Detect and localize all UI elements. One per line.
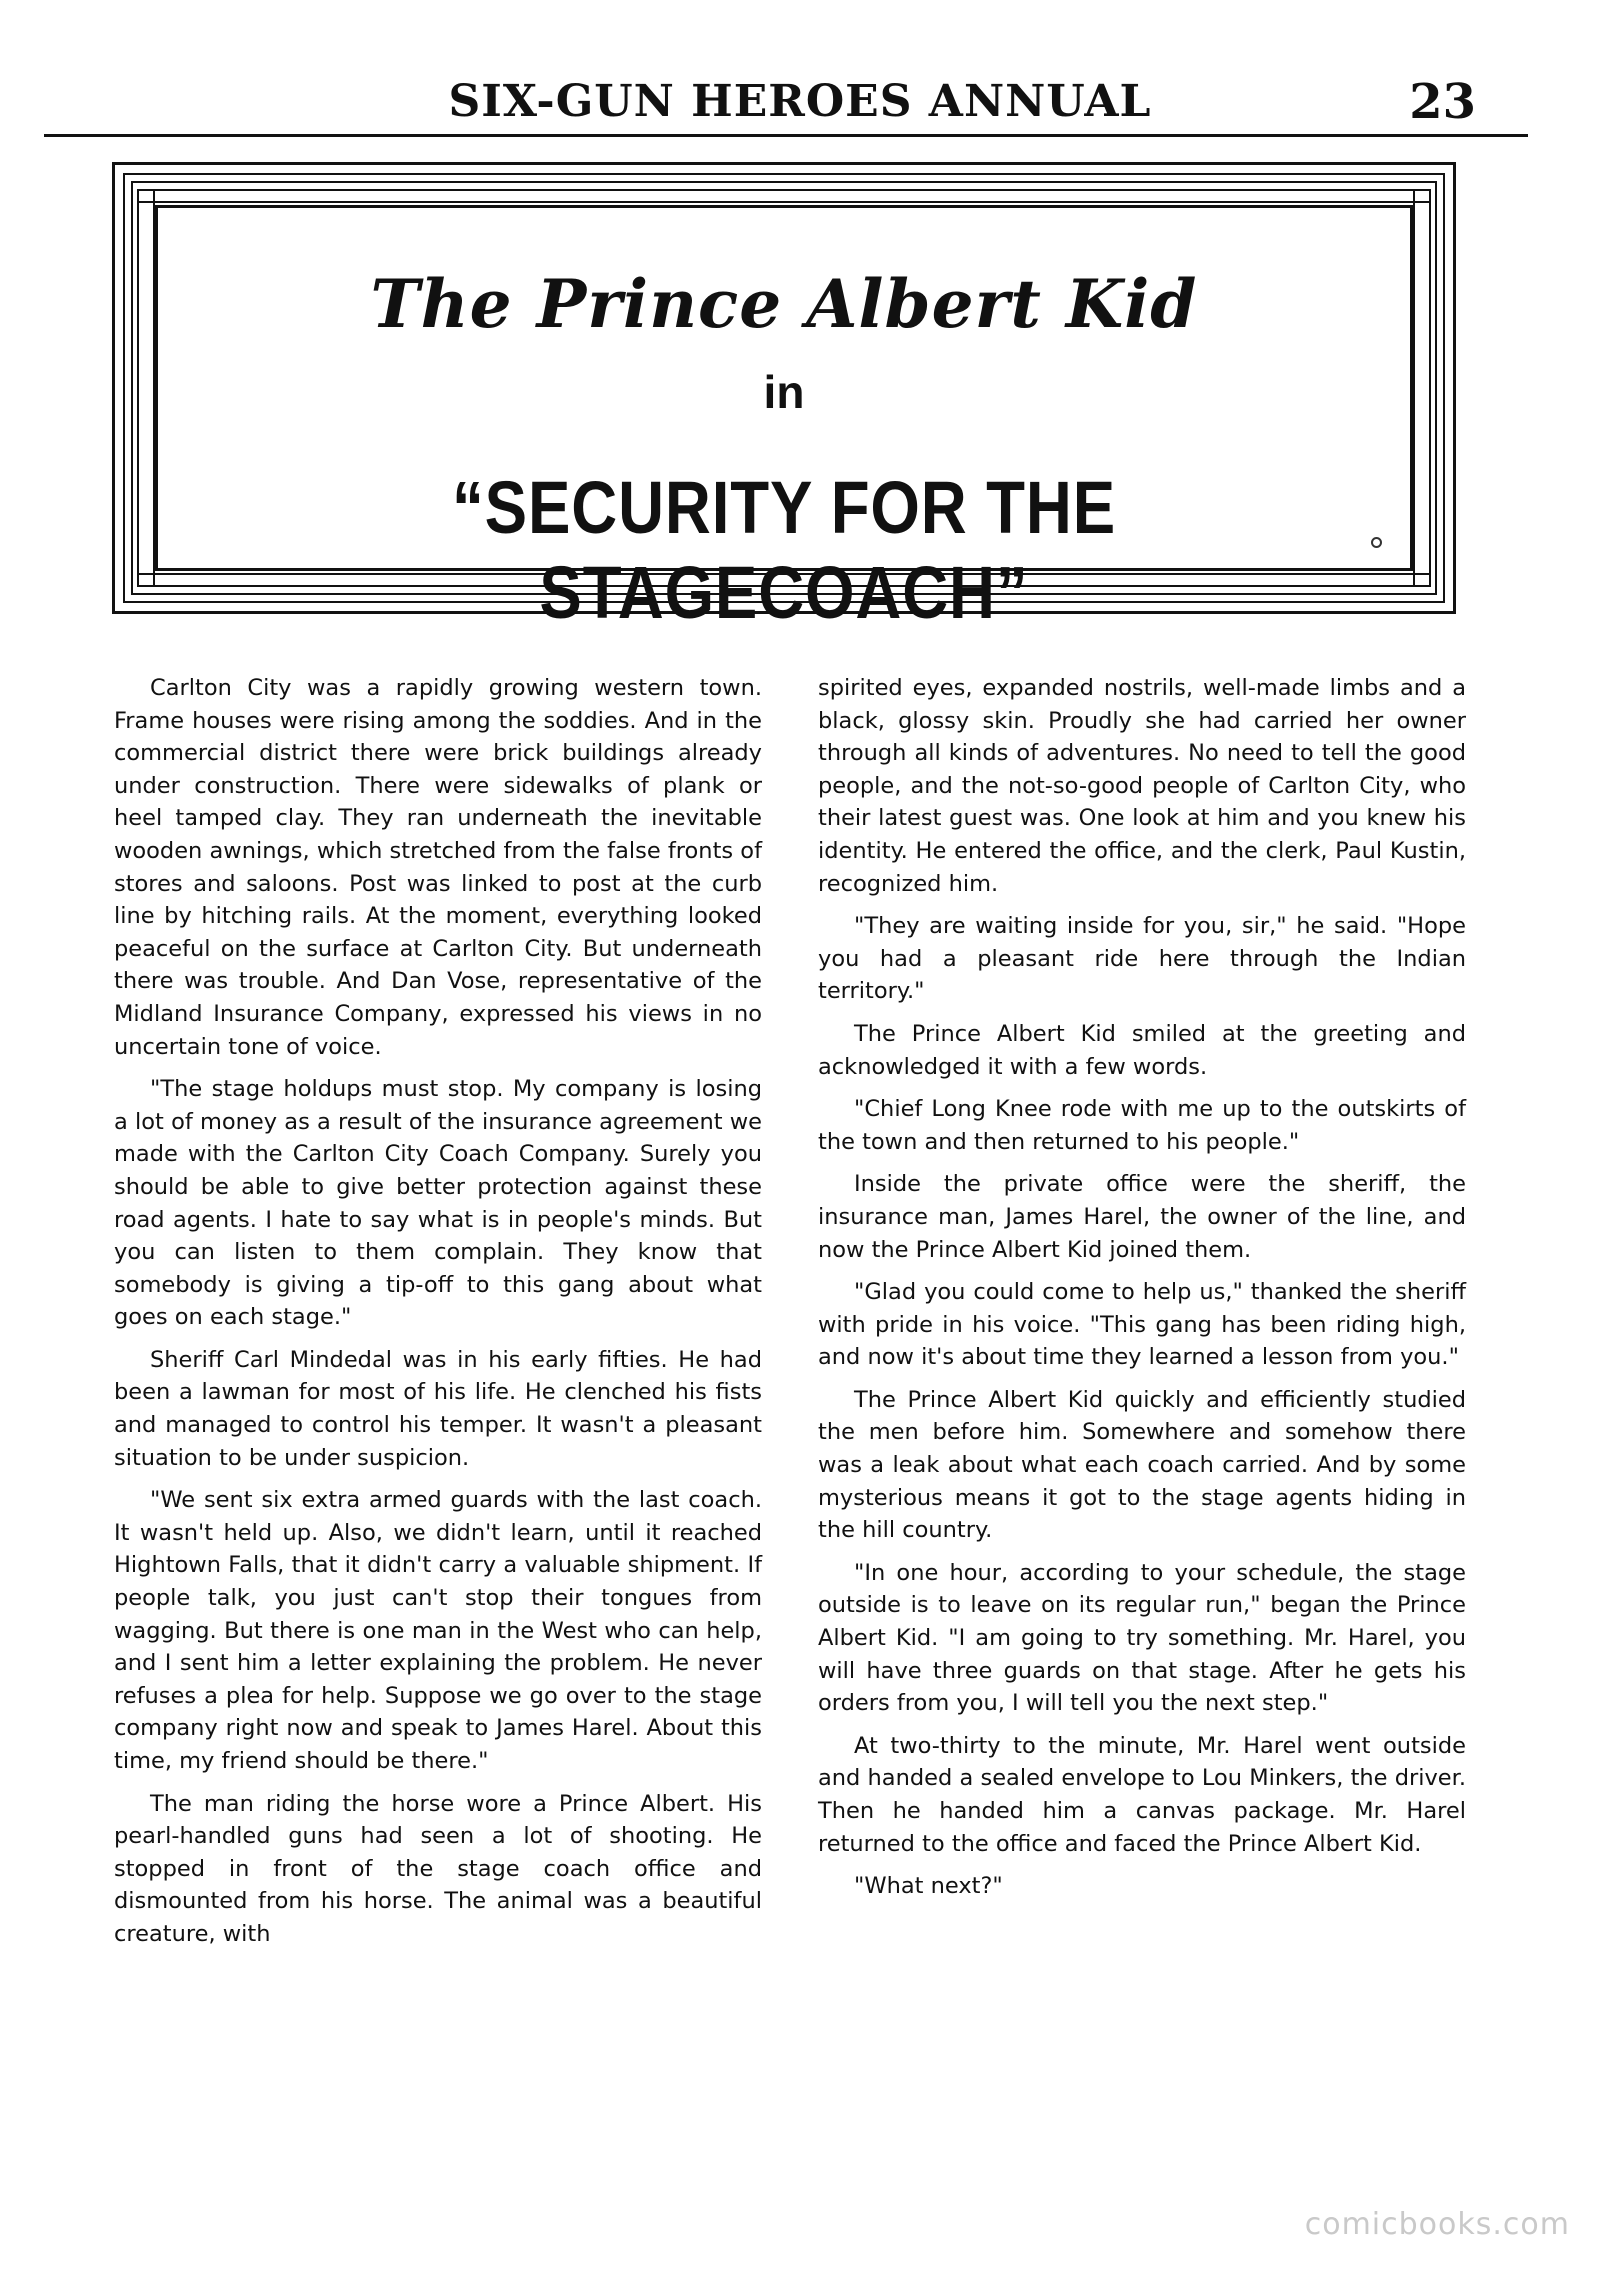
- paragraph: spirited eyes, expanded nostrils, well-made limbs and a black, glossy skin. Proudly she had carried her owner through all kinds of adventures. No need to tell the good people, and the not-so-good people of Carlton City, who their latest guest was. One look at him and you knew his identity. He entered the office, and the clerk, Paul Kustin, recognized him.: [818, 675, 1466, 897]
- paragraph: Carlton City was a rapidly growing western town. Frame houses were rising among the soddies. And in the commercial district there were brick buildings already under construction. There were sidewalks of plank or heel tamped clay. They ran underneath the inevitable wooden awnings, which stretched from the false fronts of stores and saloons. Post was linked to post at the curb line by hitching rails. At the moment, everything looked peaceful on the surface at Carlton City. But underneath there was trouble. And Dan Vose, representative of the Midland Insurance Company, expressed his views in no uncertain tone of voice.: [114, 675, 762, 1060]
- frame-dot: [1371, 537, 1382, 548]
- paragraph: At two-thirty to the minute, Mr. Harel went outside and handed a sealed envelope to Lou Minkers, the driver. Then he handed him a canvas package. Mr. Harel returned to the office and faced the Prince Albert Kid.: [818, 1732, 1466, 1857]
- paragraph: "What next?": [854, 1873, 1003, 1900]
- running-title: SIX-GUN HEROES ANNUAL: [448, 76, 1152, 127]
- header-rule: [44, 134, 1528, 137]
- left-column: [114, 672, 762, 1961]
- feature-subtitle: “SECURITY FOR THE STAGECOACH”: [451, 466, 1117, 634]
- right-column: [818, 672, 1466, 1913]
- running-head: [0, 72, 1600, 132]
- paragraph: "In one hour, according to your schedule, the stage outside is to leave on its regular run," began the Prince Albert Kid. "I am going to try something. Mr. Harel, you will have three guards on that stage. After he gets his orders from you, I will tell you the next step.": [818, 1559, 1466, 1717]
- paragraph: Inside the private office were the sheriff, the insurance man, James Harel, the owner of the line, and now the Prince Albert Kid joined them.: [818, 1171, 1466, 1263]
- frame-rules-top: [139, 189, 1429, 203]
- paragraph: "We sent six extra armed guards with the last coach. It wasn't held up. Also, we didn't learn, until it reached Hightown Falls, that it didn't carry a valuable shipment. If people talk, you just can't stop their tongues from wagging. But there is one man in the West who can help, and I sent him a letter explaining the problem. He never refuses a plea for help. Suppose we go over to the stage company right now and speak to James Harel. About this time, my friend should be there.": [114, 1487, 762, 1774]
- feature-title: The Prince Albert Kid: [370, 265, 1198, 343]
- page-number: 23: [1409, 74, 1476, 130]
- paragraph: "Glad you could come to help us," thanked the sheriff with pride in his voice. "This gang has been riding high, and now it's about time they learned a lesson from you.": [818, 1279, 1466, 1371]
- paragraph: The Prince Albert Kid quickly and efficiently studied the men before him. Somewhere and somehow there was a leak about what each coach carried. And by some mysterious means it got to the stage agents hiding in the hill country.: [818, 1386, 1466, 1544]
- paragraph: "They are waiting inside for you, sir," he said. "Hope you had a pleasant ride here through the Indian territory.": [818, 913, 1466, 1005]
- title-frame: [112, 162, 1456, 634]
- paragraph: Sheriff Carl Mindedal was in his early fifties. He had been a lawman for most of his life. He clenched his fists and managed to control his temper. It wasn't a pleasant situation to be under suspicion.: [114, 1346, 762, 1471]
- paragraph: "Chief Long Knee rode with me up to the outskirts of the town and then returned to his people.": [818, 1096, 1466, 1155]
- paragraph: "The stage holdups must stop. My company is losing a lot of money as a result of the insurance agreement we made with the Carlton City Coach Company. Surely you should be able to give better protection against these road agents. I hate to say what is in people's minds. But you can listen to them complain. They know that somebody is giving a tip-off to this gang about what goes on each stage.": [114, 1076, 762, 1331]
- watermark: comicbooks.com: [1304, 2207, 1570, 2242]
- paragraph: The man riding the horse wore a Prince Albert. His pearl-handled guns had seen a lot of shooting. He stopped in front of the stage coach office and dismounted from his horse. The animal was a beautiful creature, with: [114, 1790, 762, 1947]
- paragraph: The Prince Albert Kid smiled at the greeting and acknowledged it with a few words.: [818, 1020, 1466, 1080]
- feature-connector: in: [763, 366, 805, 418]
